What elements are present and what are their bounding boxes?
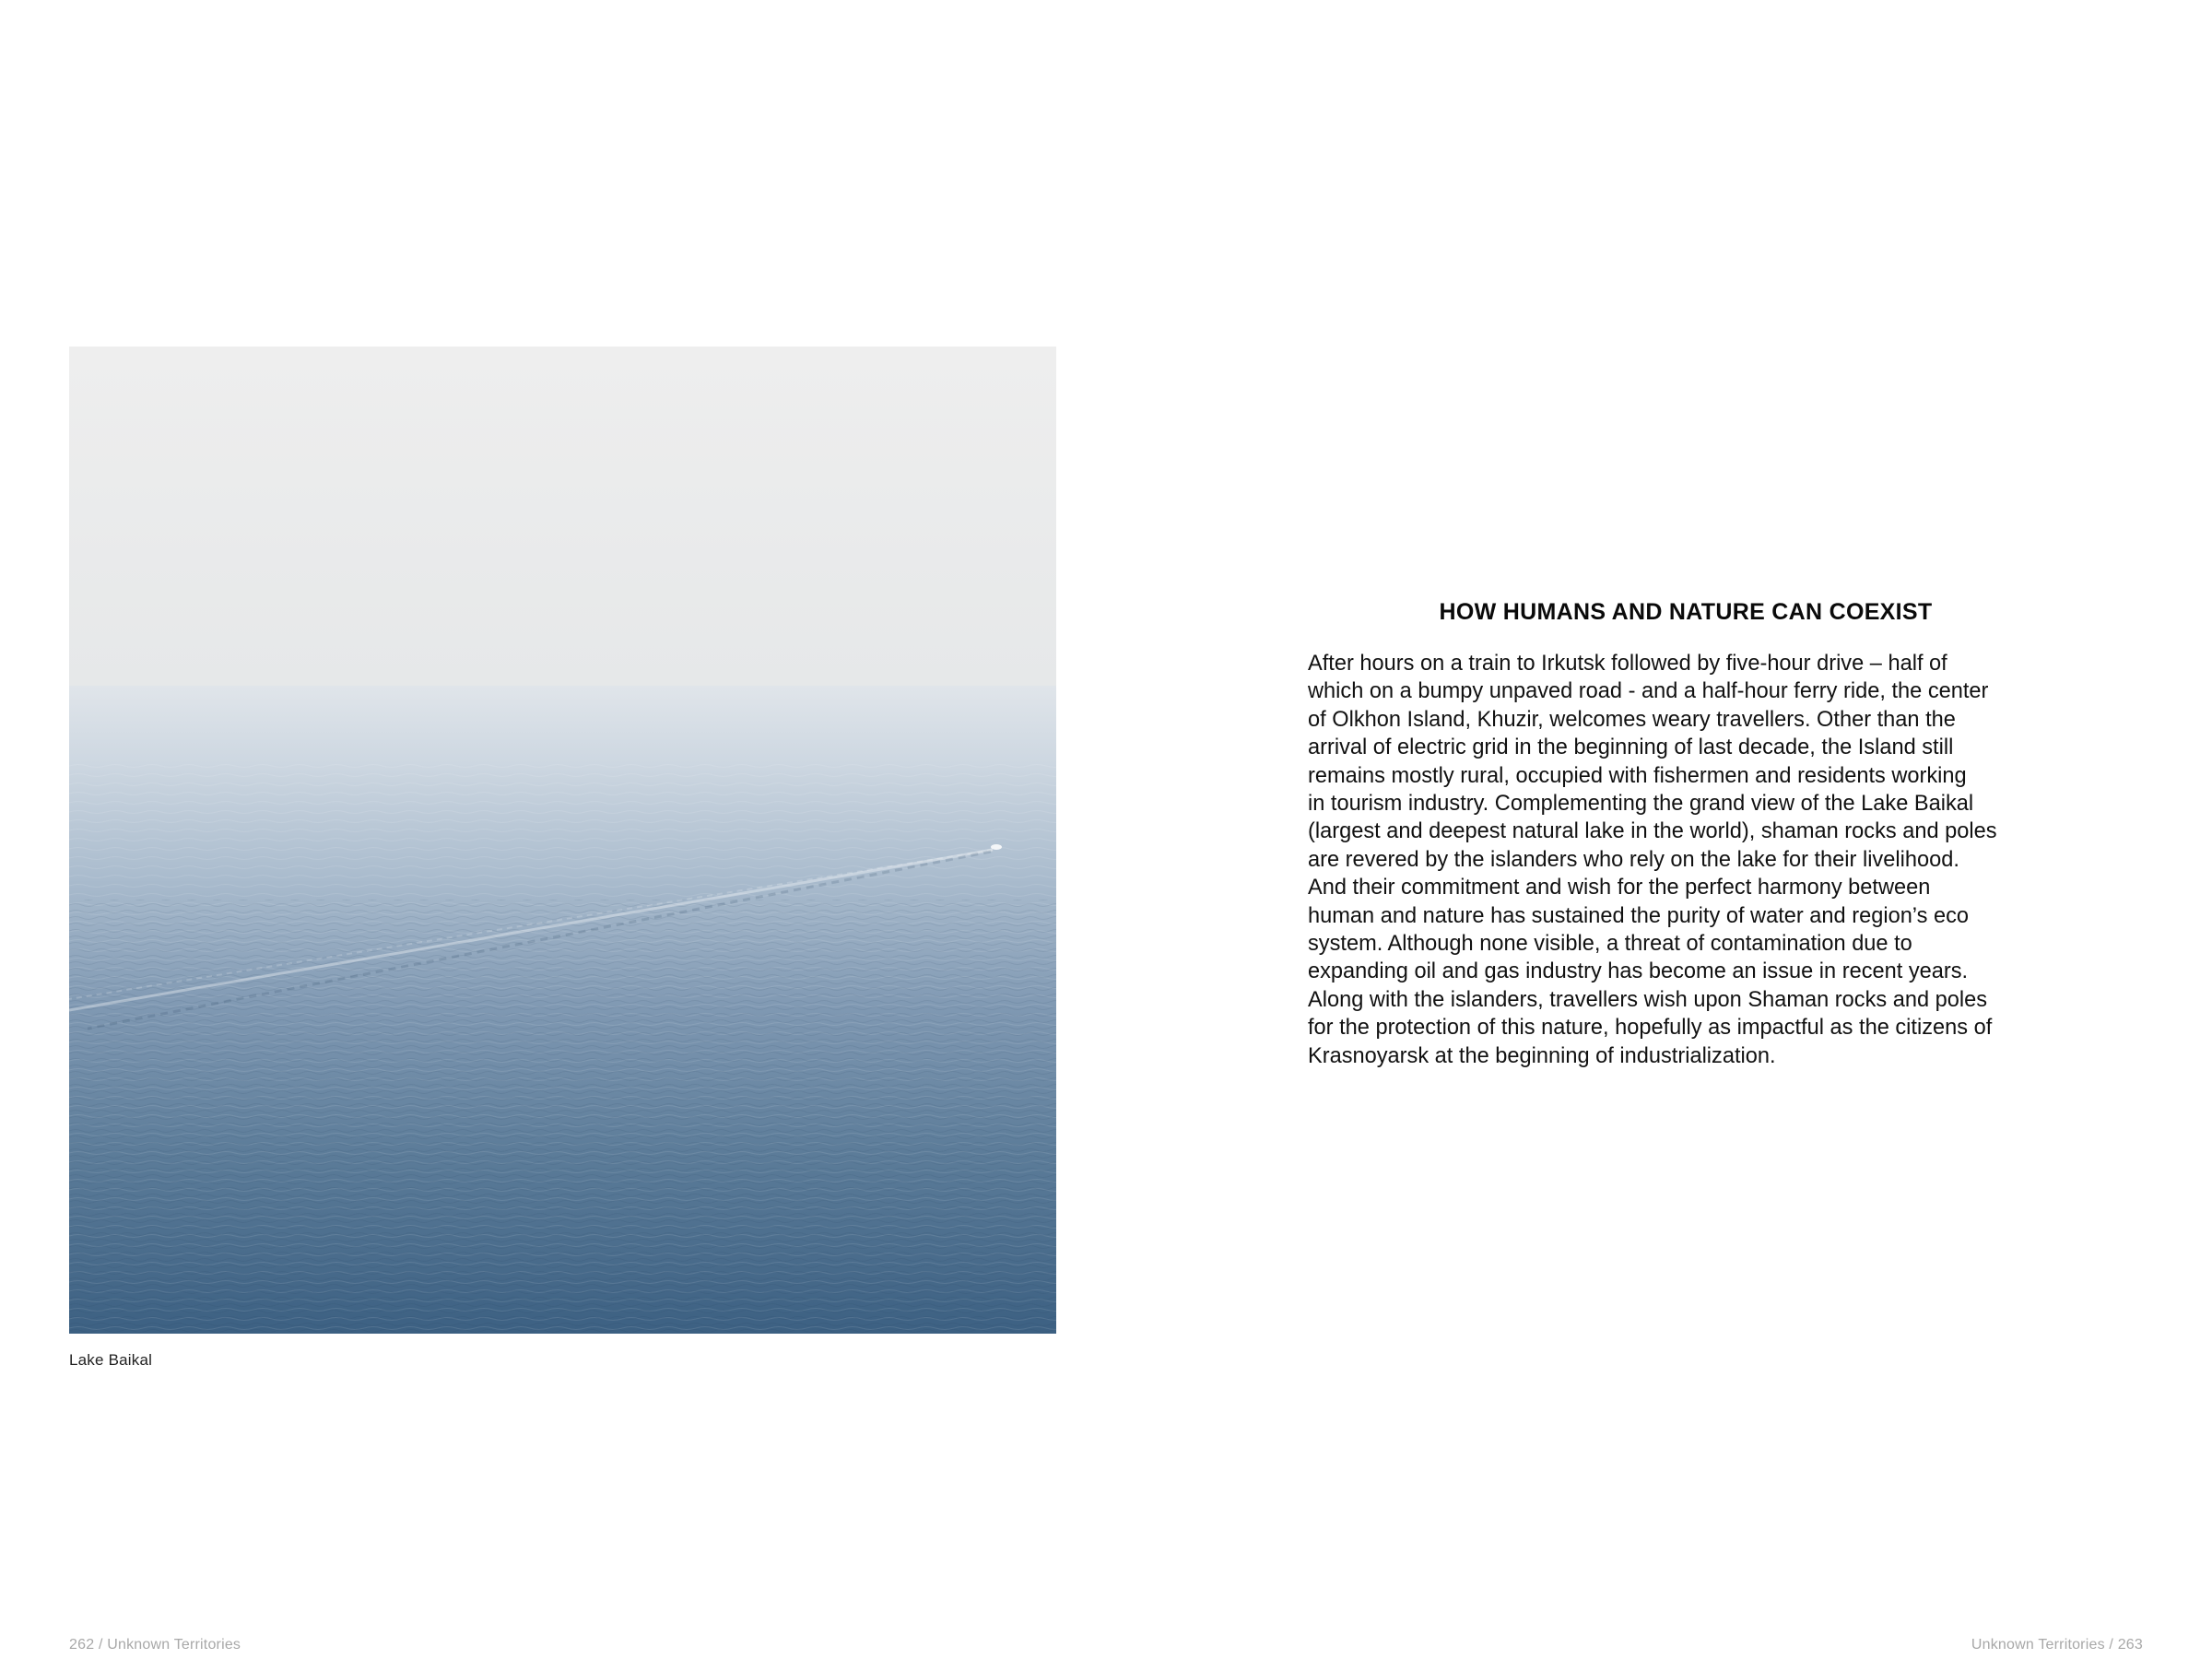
footer-right-page-number: Unknown Territories / 263 xyxy=(1971,1637,2143,1653)
boat-mark xyxy=(991,844,1002,850)
article-body: After hours on a train to Irkutsk followed by five-hour drive – half of which on a bumpy unpaved road - and a half-hour ferry ride, the center of Olkhon Island, Khuzir, welcomes weary travellers. Other than the arrival of electric grid in the beginning of last decade, the Island still remains mostly rural, occupied with fishermen and residents working in tourism industry. Complementing the grand view of the Lake Baikal (largest and deepest natural lake in the world), shaman rocks and poles are revered by the islanders who rely on the lake for their livelihood. And their commitment and wish for the perfect harmony between human and nature has sustained the purity of water and region’s eco system. Although none visible, a threat of contamination due to expanding oil and gas industry has become an issue in recent years. Along with the islanders, travellers wish upon Shaman rocks and poles for the protection of this nature, hopefully as impactful as the citizens of Krasnoyarsk at the beginning of industrialization. xyxy=(1308,652,1997,1068)
lake-image xyxy=(69,347,1056,1334)
lake-photo xyxy=(69,347,1056,1334)
article-title: HOW HUMANS AND NATURE CAN COEXIST xyxy=(1439,599,1933,625)
photo-caption: Lake Baikal xyxy=(69,1351,153,1369)
article xyxy=(1308,599,2064,1070)
footer-left-page-number: 262 / Unknown Territories xyxy=(69,1637,241,1653)
